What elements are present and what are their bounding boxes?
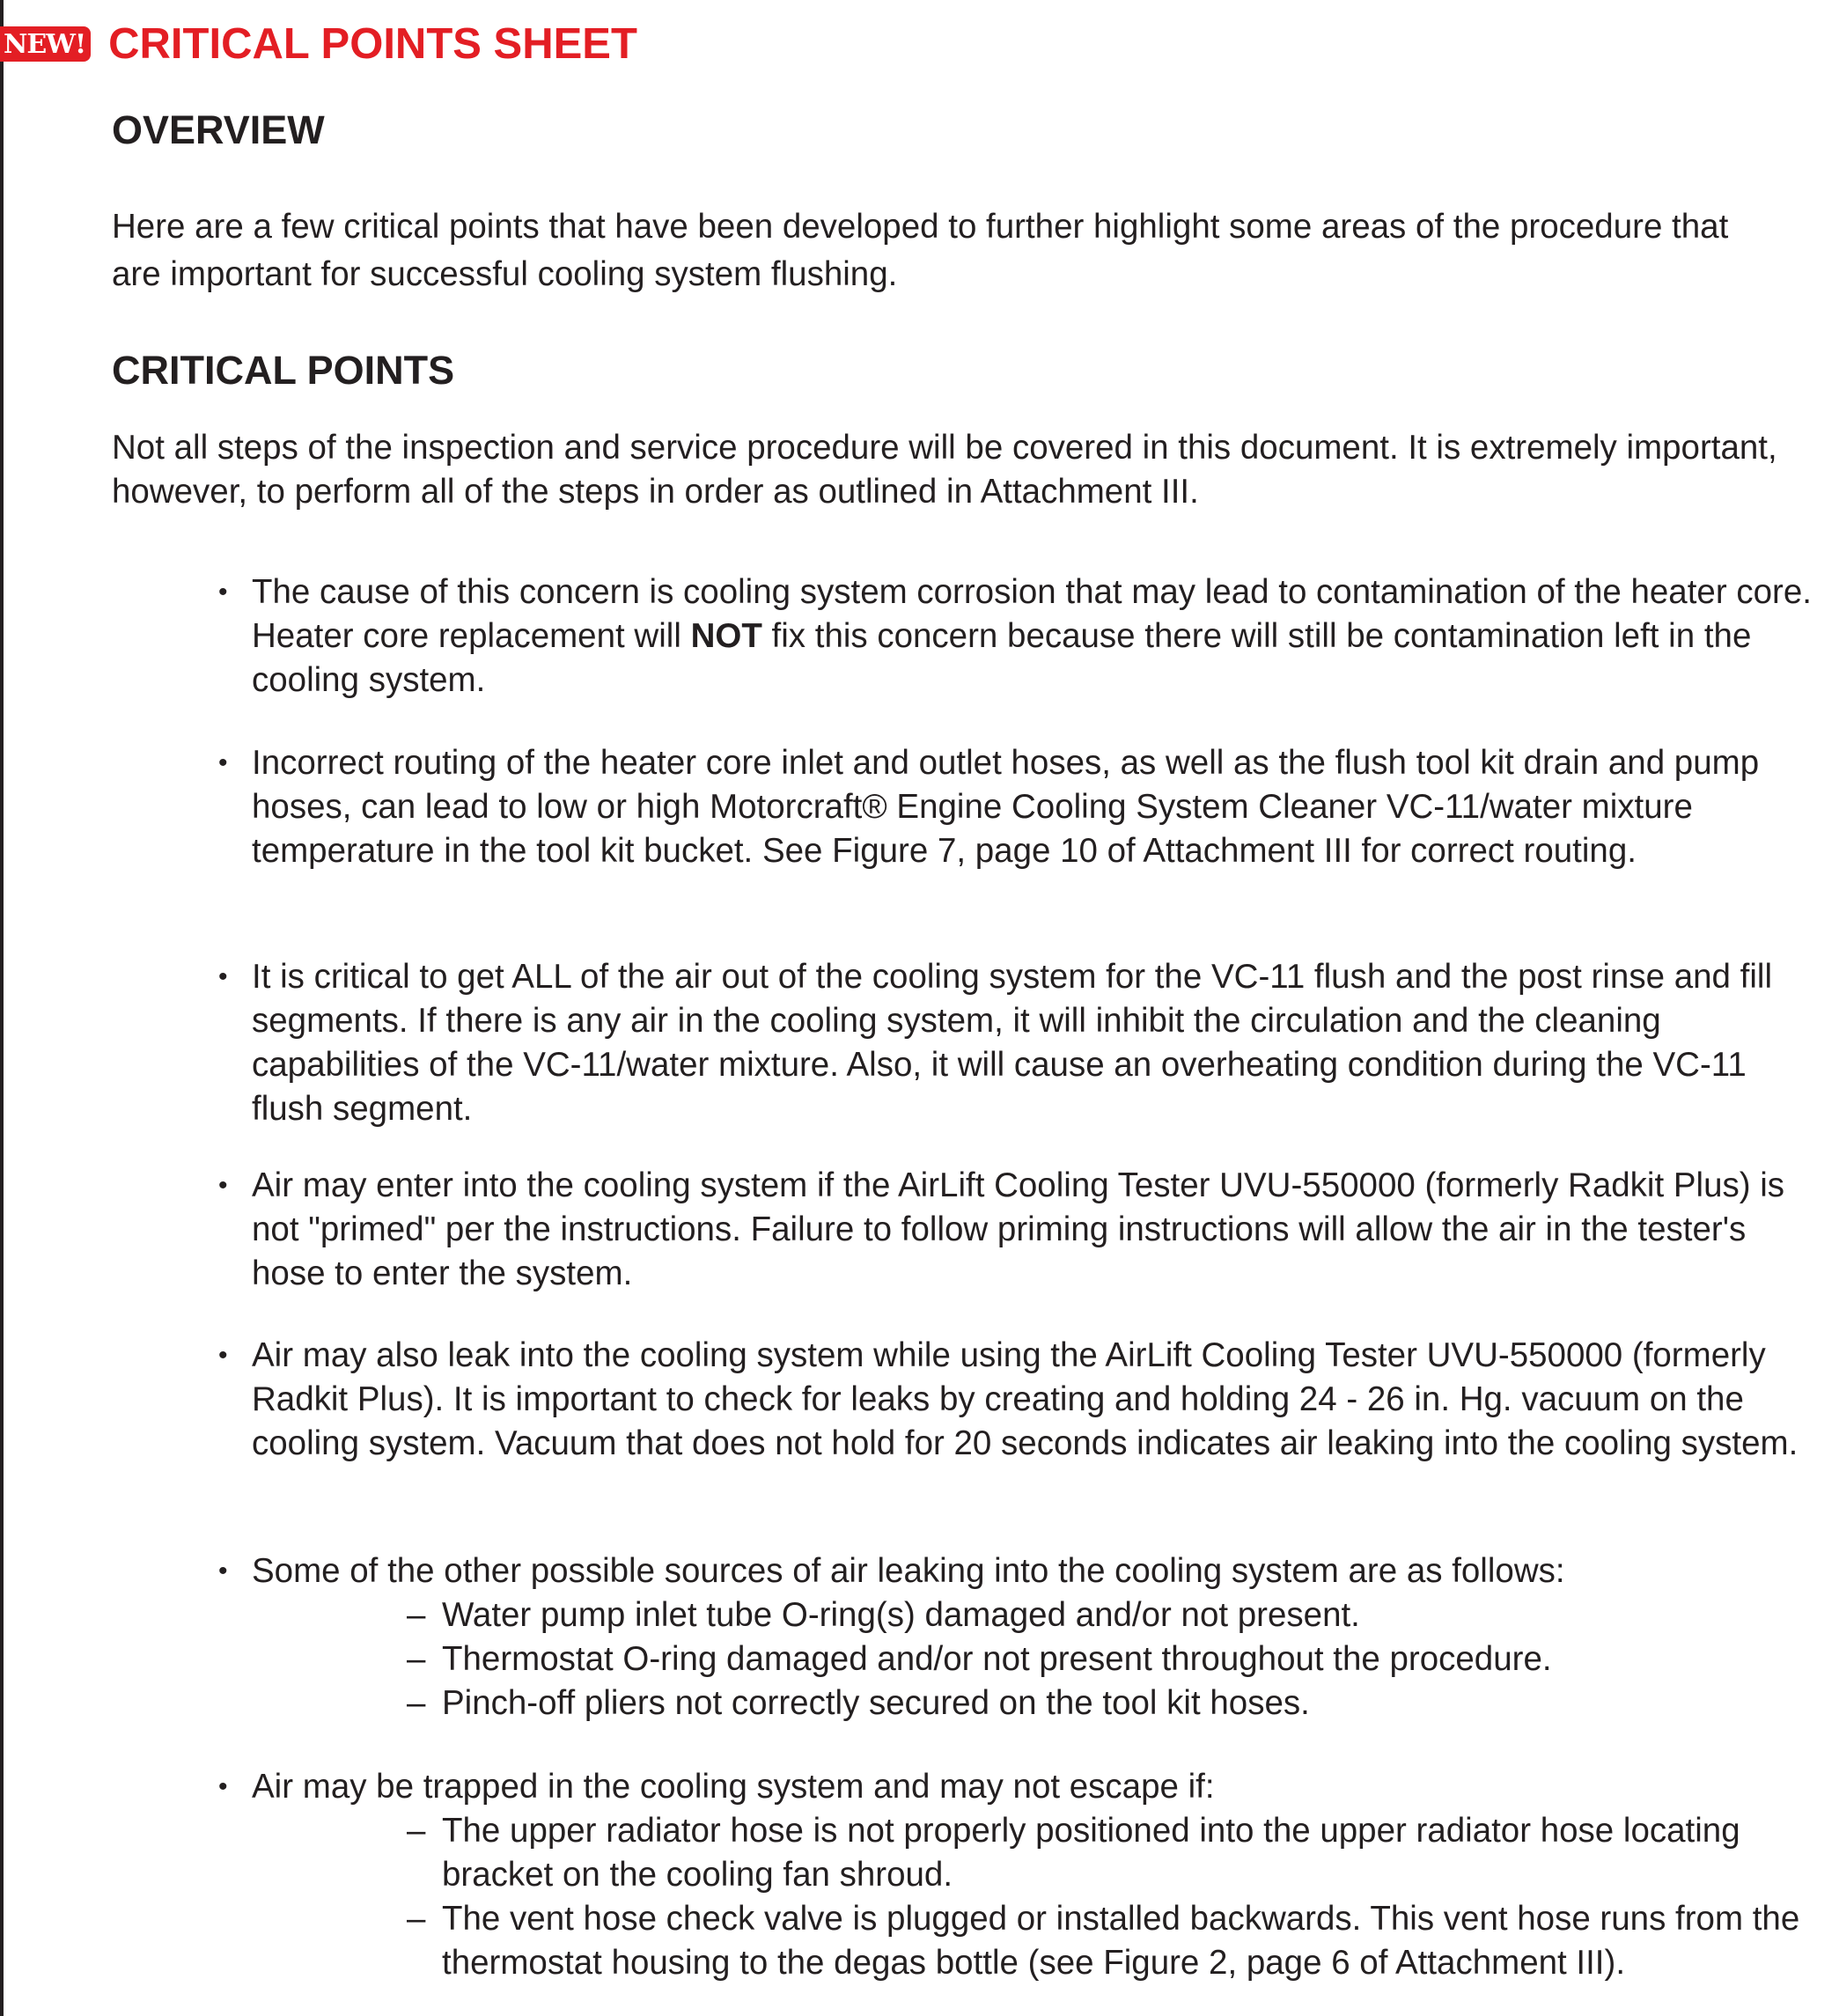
sub-list-item (407, 1637, 1821, 1681)
page-title: CRITICAL POINTS SHEET (108, 20, 637, 68)
item-text-before: The cause of this concern is cooling system corrosion that may lead to contamination of the heater core. Heater core replacement will (252, 573, 1812, 655)
sub-list-item (407, 1809, 1821, 1897)
list-item (218, 1765, 1821, 1985)
item-text: Incorrect routing of the heater core inlet and outlet hoses, as well as the flush tool kit drain and pump hoses, can lead to low or high Motorcraft® Engine Cooling System Cleaner VC-11/water mixture temperature in the tool kit bucket. See Figure 7, page 10 of Attachment III for correct routing. (252, 744, 1760, 870)
list-item (218, 1334, 1821, 1466)
dash-icon: – (407, 1596, 426, 1634)
sub-item-text: Water pump inlet tube O-ring(s) damaged and/or not present. (442, 1596, 1360, 1634)
overview-text: Here are a few critical points that have been developed to further highlight some areas of the procedure that are important for successful cooling system flushing. (112, 208, 1729, 293)
bullet-list-2 (218, 741, 1821, 873)
page-left-border (0, 0, 4, 2016)
bullet-icon: • (218, 1341, 228, 1370)
bullet-icon: • (218, 962, 228, 991)
list-item (218, 955, 1821, 1131)
sub-list (407, 1809, 1821, 1985)
title-row (0, 19, 637, 69)
sub-list (407, 1593, 1821, 1725)
item-text: Some of the other possible sources of air leaking into the cooling system are as follows: (252, 1552, 1565, 1590)
item-text: It is critical to get ALL of the air out of the cooling system for the VC-11 flush and the post rinse and fill segments. If there is any air in the cooling system, it will inhibit the circulation and the cleaning capabilities of the VC-11/water mixture. Also, it will cause an overheating condition during the VC-11 flush segment. (252, 958, 1772, 1128)
item-text-after: fix this concern because there will still be contamination left in the cooling system. (252, 617, 1752, 699)
new-badge: NEW! (0, 26, 91, 62)
bullet-icon: • (218, 1772, 228, 1801)
bullet-list-5 (218, 1334, 1821, 1466)
sub-list-item (407, 1681, 1821, 1725)
dash-icon: – (407, 1640, 426, 1678)
bullet-list-4 (218, 1164, 1821, 1296)
sub-item-text: Thermostat O-ring damaged and/or not present throughout the procedure. (442, 1640, 1552, 1678)
dash-icon: – (407, 1900, 426, 1938)
list-item (218, 570, 1821, 703)
item-text: Air may also leak into the cooling system while using the AirLift Cooling Tester UVU-550000 (formerly Radkit Plus). It is important to check for leaks by creating and holding 24 - 26 in. Hg. vacuum on the cooling system. Vacuum that does not hold for 20 seconds indicates air leaking into the cooling system. (252, 1336, 1799, 1462)
bullet-list-7 (218, 1765, 1821, 1985)
bullet-icon: • (218, 578, 228, 607)
bullet-list-1 (218, 570, 1821, 703)
overview-heading: OVERVIEW (112, 107, 325, 152)
bullet-icon: • (218, 1556, 228, 1586)
list-item (218, 1549, 1821, 1725)
dash-icon: – (407, 1684, 426, 1722)
sub-item-text: The vent hose check valve is plugged or installed backwards. This vent hose runs from the thermostat housing to the degas bottle (see Figure 2, page 6 of Attachment III). (442, 1900, 1800, 1982)
item-text-bold: NOT (690, 617, 762, 655)
bullet-icon: • (218, 748, 228, 777)
sub-list-item (407, 1897, 1821, 1985)
item-text: Air may enter into the cooling system if the AirLift Cooling Tester UVU-550000 (formerly Radkit Plus) is not "primed" per the instructions. Failure to follow priming instructions will allow the air in the tester's hose to enter the system. (252, 1166, 1785, 1292)
sub-list-item (407, 1593, 1821, 1637)
critical-points-intro: Not all steps of the inspection and service procedure will be covered in this document. It is extremely important, however, to perform all of the steps in order as outlined in Attachment III. (112, 429, 1777, 511)
item-text: Air may be trapped in the cooling system and may not escape if: (252, 1768, 1215, 1806)
list-item (218, 741, 1821, 873)
list-item (218, 1164, 1821, 1296)
bullet-list-6 (218, 1549, 1821, 1725)
bullet-list-3 (218, 955, 1821, 1131)
dash-icon: – (407, 1812, 426, 1850)
critical-points-heading: CRITICAL POINTS (112, 348, 455, 393)
bullet-icon: • (218, 1171, 228, 1200)
sub-item-text: The upper radiator hose is not properly positioned into the upper radiator hose locating bracket on the cooling fan shroud. (442, 1812, 1740, 1894)
sub-item-text: Pinch-off pliers not correctly secured on the tool kit hoses. (442, 1684, 1310, 1722)
